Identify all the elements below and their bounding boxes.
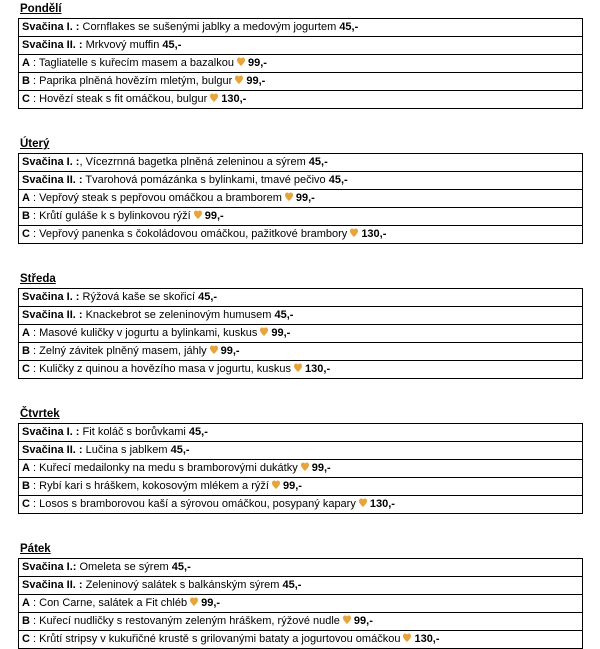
day-title: Úterý (20, 138, 50, 150)
meal-price: 99,- (247, 57, 267, 69)
meal-description: : Krůtí stripsy v kukuřičné krustě s grilovanými bataty a jogurtovou omáčkou (29, 633, 401, 645)
menu-row (19, 37, 583, 55)
fit-heart-icon (350, 228, 358, 238)
day-section (18, 0, 586, 109)
meal-label: Svačina I. : (22, 156, 80, 168)
meal-label: B (22, 345, 30, 357)
menu-item (19, 496, 583, 514)
menu-row (19, 496, 583, 514)
meal-description: , Vícezrnná bagetka plněná zeleninou a sýrem (79, 156, 309, 168)
menu-row (19, 424, 583, 442)
meal-price: 99,- (220, 345, 240, 357)
menu-item (19, 172, 583, 190)
fit-heart-icon (235, 75, 243, 85)
menu-row (19, 325, 583, 343)
meal-price: 99,- (311, 462, 331, 474)
meal-price: 130,- (305, 363, 331, 375)
meal-label: Svačina I. : (22, 291, 80, 303)
meal-label: A (22, 597, 30, 609)
meal-label: Svačina I.: (22, 561, 77, 573)
meal-label: C (22, 633, 30, 645)
meal-description: : Hovězí steak s fit omáčkou, bulgur (29, 93, 208, 105)
menu-row (19, 442, 583, 460)
menu-item (19, 424, 583, 442)
meal-description: : Rybí kari s hráškem, kokosovým mlékem a rýží (29, 480, 269, 492)
menu-row (19, 154, 583, 172)
meal-price: 45,- (282, 579, 302, 591)
meal-price: 99,- (295, 192, 315, 204)
menu-item (19, 307, 583, 325)
menu-row (19, 55, 583, 73)
day-section (18, 405, 586, 514)
meal-price: 99,- (271, 327, 291, 339)
meal-price: 45,- (170, 444, 190, 456)
meal-label: C (22, 363, 30, 375)
menu-table (18, 423, 583, 514)
menu-row (19, 19, 583, 37)
meal-price: 45,- (308, 156, 328, 168)
meal-label: A (22, 327, 30, 339)
menu-item (19, 55, 583, 73)
fit-heart-icon (285, 192, 293, 202)
fit-heart-icon (210, 93, 218, 103)
meal-label: Svačina II. : (22, 444, 83, 456)
menu-row (19, 172, 583, 190)
menu-item (19, 343, 583, 361)
meal-description: Fit koláč s borůvkami (79, 426, 189, 438)
menu-row (19, 226, 583, 244)
menu-row (19, 595, 583, 613)
menu-row (19, 460, 583, 478)
menu-row (19, 559, 583, 577)
meal-label: Svačina II. : (22, 174, 83, 186)
meal-description: : Kuličky z quinou a hovězího masa v jogurtu, kuskus (29, 363, 292, 375)
meal-description: Lučina s jablkem (82, 444, 171, 456)
menu-item (19, 442, 583, 460)
meal-price: 99,- (282, 480, 302, 492)
meal-description: : Paprika plněná hovězím mletým, bulgur (29, 75, 233, 87)
menu-item (19, 478, 583, 496)
menu-row (19, 577, 583, 595)
meal-description: Omeleta se sýrem (76, 561, 172, 573)
menu-row (19, 73, 583, 91)
meal-price: 130,- (414, 633, 440, 645)
fit-heart-icon (301, 462, 309, 472)
meal-description: : Masové kuličky v jogurtu a bylinkami, kuskus (29, 327, 258, 339)
menu-row (19, 91, 583, 109)
meal-description: Tvarohová pomázánka s bylinkami, tmavé pečivo (82, 174, 329, 186)
day-spacer (18, 109, 586, 135)
menu-item (19, 613, 583, 631)
menu-row (19, 343, 583, 361)
meal-description: : Kuřecí medailonky na medu s bramborovými dukátky (29, 462, 298, 474)
fit-heart-icon (210, 345, 218, 355)
menu-item (19, 19, 583, 37)
day-title: Pondělí (20, 3, 62, 15)
meal-description: Cornflakes se sušenými jablky a medovým jogurtem (79, 21, 340, 33)
meal-price: 99,- (204, 210, 224, 222)
meal-label: Svačina II. : (22, 39, 83, 51)
weekly-menu (18, 0, 586, 649)
meal-label: Svačina II. : (22, 309, 83, 321)
meal-label: B (22, 480, 30, 492)
meal-description: : Vepřový panenka s čokoládovou omáčkou, pažitkové brambory (29, 228, 348, 240)
meal-description: : Tagliatelle s kuřecím masem a bazalkou (29, 57, 234, 69)
fit-heart-icon (403, 633, 411, 643)
fit-heart-icon (294, 363, 302, 373)
menu-item (19, 208, 583, 226)
meal-price: 130,- (369, 498, 395, 510)
menu-item (19, 631, 583, 649)
meal-description: Zeleninový salátek s balkánským sýrem (82, 579, 283, 591)
menu-item (19, 325, 583, 343)
menu-item (19, 91, 583, 109)
meal-label: C (22, 498, 30, 510)
meal-description: : Krůtí guláše k s bylinkovou rýží (29, 210, 191, 222)
meal-price: 99,- (246, 75, 266, 87)
menu-item (19, 595, 583, 613)
menu-item (19, 37, 583, 55)
day-section (18, 270, 586, 379)
meal-description: : Vepřový steak s pepřovou omáčkou a bramborem (29, 192, 282, 204)
meal-label: A (22, 462, 30, 474)
meal-description: : Kuřecí nudličky s restovaným zeleným hráškem, rýžové nudle (29, 615, 340, 627)
day-spacer (18, 514, 586, 540)
menu-item (19, 73, 583, 91)
meal-price: 45,- (198, 291, 218, 303)
fit-heart-icon (343, 615, 351, 625)
day-section (18, 540, 586, 649)
day-title: Čtvrtek (20, 408, 60, 420)
meal-description: Mrkvový muffin (82, 39, 163, 51)
menu-table (18, 288, 583, 379)
day-section (18, 135, 586, 244)
menu-row (19, 307, 583, 325)
meal-label: B (22, 615, 30, 627)
menu-item (19, 226, 583, 244)
meal-description: : Losos s bramborovou kaší a sýrovou omáčkou, posypaný kapary (29, 498, 356, 510)
menu-table (18, 153, 583, 244)
day-spacer (18, 244, 586, 270)
menu-table (18, 558, 583, 649)
menu-row (19, 478, 583, 496)
meal-price: 45,- (188, 426, 208, 438)
menu-item (19, 559, 583, 577)
fit-heart-icon (272, 480, 280, 490)
fit-heart-icon (359, 498, 367, 508)
menu-item (19, 154, 583, 172)
meal-price: 130,- (361, 228, 387, 240)
meal-label: A (22, 192, 30, 204)
menu-row (19, 289, 583, 307)
meal-description: : Zelný závitek plněný masem, jáhly (29, 345, 207, 357)
meal-price: 45,- (171, 561, 191, 573)
meal-price: 45,- (328, 174, 348, 186)
meal-label: Svačina I. : (22, 21, 80, 33)
fit-heart-icon (194, 210, 202, 220)
meal-description: Knackebrot se zeleninovým humusem (82, 309, 275, 321)
meal-label: B (22, 75, 30, 87)
fit-heart-icon (260, 327, 268, 337)
menu-row (19, 190, 583, 208)
meal-label: C (22, 93, 30, 105)
day-spacer (18, 379, 586, 405)
meal-label: Svačina I. : (22, 426, 80, 438)
meal-price: 99,- (201, 597, 221, 609)
menu-row (19, 631, 583, 649)
menu-item (19, 361, 583, 379)
menu-item (19, 460, 583, 478)
meal-description: Rýžová kaše se skořicí (79, 291, 199, 303)
meal-price: 99,- (353, 615, 373, 627)
menu-item (19, 577, 583, 595)
menu-table (18, 18, 583, 109)
menu-item (19, 289, 583, 307)
day-title: Pátek (20, 543, 51, 555)
meal-price: 130,- (221, 93, 247, 105)
fit-heart-icon (237, 57, 245, 67)
menu-row (19, 613, 583, 631)
meal-label: A (22, 57, 30, 69)
meal-description: : Con Carne, salátek a Fit chléb (29, 597, 188, 609)
meal-price: 45,- (339, 21, 359, 33)
meal-price: 45,- (274, 309, 294, 321)
menu-item (19, 190, 583, 208)
day-title: Středa (20, 273, 56, 285)
meal-label: Svačina II. : (22, 579, 83, 591)
menu-row (19, 361, 583, 379)
meal-price: 45,- (162, 39, 182, 51)
menu-row (19, 208, 583, 226)
fit-heart-icon (190, 597, 198, 607)
meal-label: B (22, 210, 30, 222)
meal-label: C (22, 228, 30, 240)
